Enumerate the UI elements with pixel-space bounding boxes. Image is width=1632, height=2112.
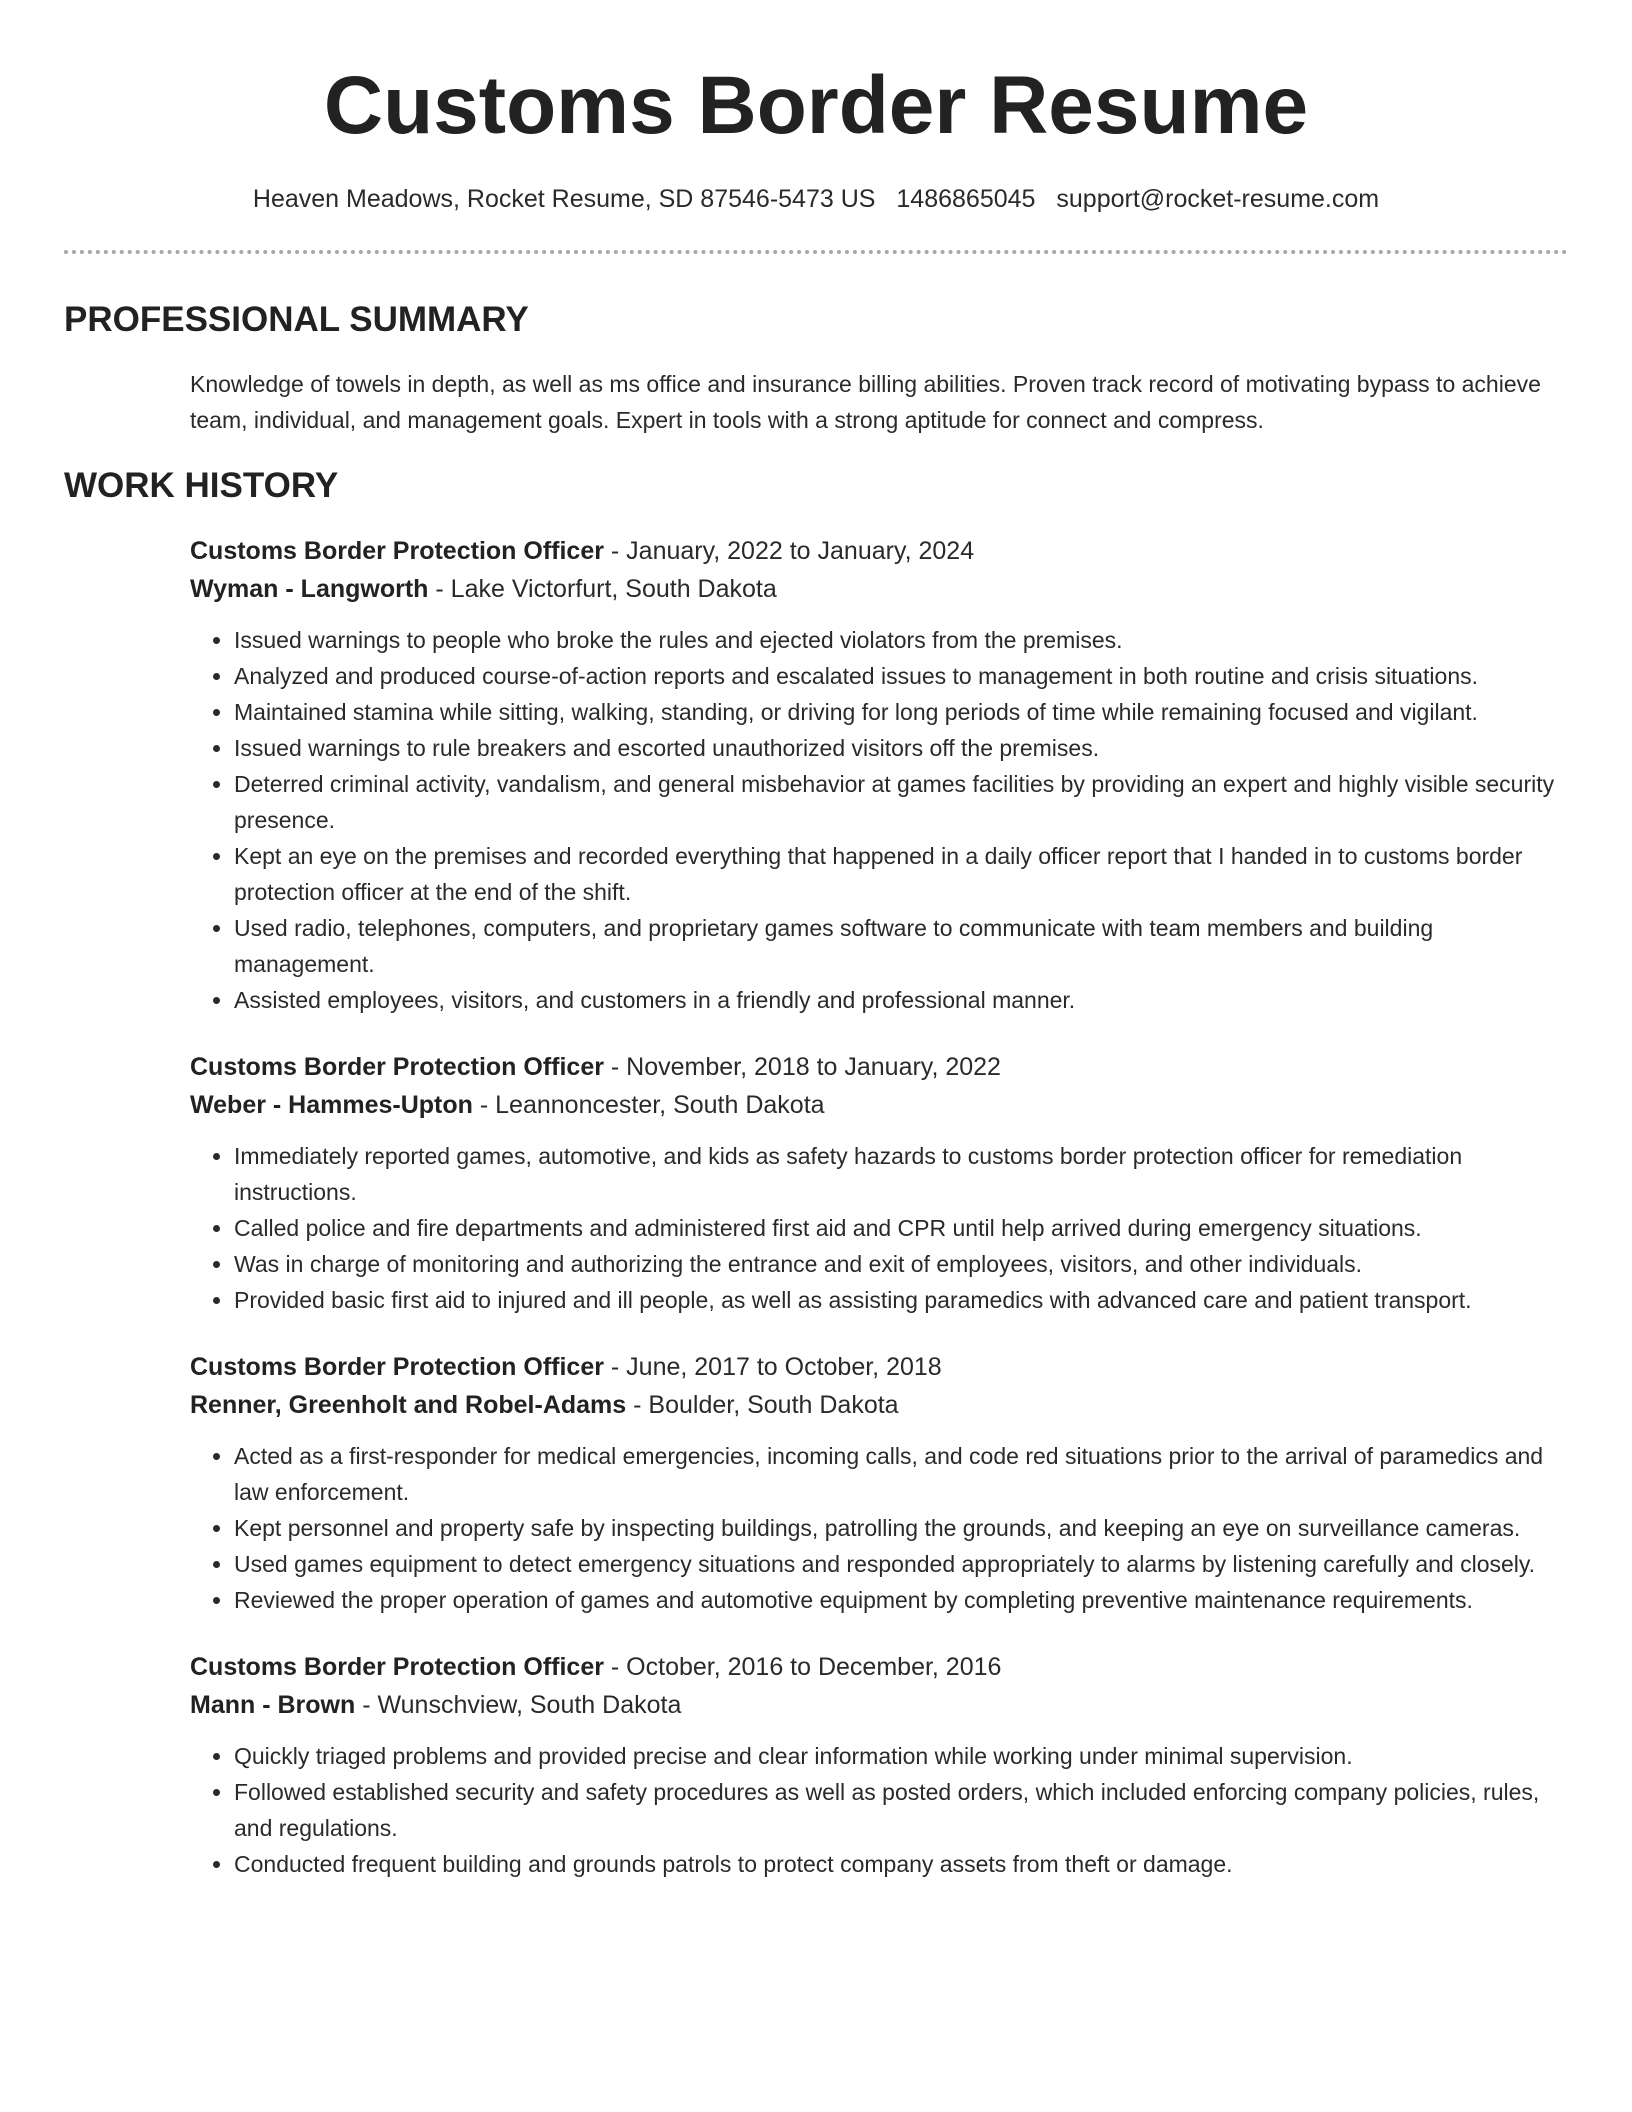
job-dates: - October, 2016 to December, 2016: [610, 1653, 1002, 1681]
job-title: Customs Border Protection Officer: [190, 1053, 604, 1081]
job-location: - Leannoncester, South Dakota: [479, 1091, 825, 1119]
job-company-line: [190, 570, 1570, 608]
contact-address: Heaven Meadows, Rocket Resume, SD 87546-5473 US: [252, 185, 876, 213]
job-location: - Boulder, South Dakota: [633, 1391, 899, 1419]
job-title-line: [190, 1348, 1570, 1386]
job-bullets: [190, 1438, 1570, 1618]
header-divider: [64, 250, 1568, 254]
job-bullet: • Issued warnings to people who broke the rules and ejected violators from the premises.: [234, 622, 1570, 658]
job-company: Mann - Brown: [190, 1691, 356, 1719]
job-bullet: • Provided basic first aid to injured and ill people, as well as assisting paramedics with advanced care and patient transport.: [234, 1282, 1570, 1318]
job-dates: - January, 2022 to January, 2024: [610, 537, 975, 565]
job-bullet: • Acted as a first-responder for medical emergencies, incoming calls, and code red situations prior to the arrival of paramedics and law enforcement.: [234, 1438, 1570, 1510]
job-bullet: • Quickly triaged problems and provided precise and clear information while working under minimal supervision.: [234, 1738, 1570, 1774]
job-bullet: • Was in charge of monitoring and authorizing the entrance and exit of employees, visitors, and other individuals.: [234, 1246, 1570, 1282]
job-location: - Lake Victorfurt, South Dakota: [435, 575, 777, 603]
job-bullet: • Kept an eye on the premises and recorded everything that happened in a daily officer report that I handed in to customs border protection officer at the end of the shift.: [234, 838, 1570, 910]
job-company: Renner, Greenholt and Robel-Adams: [190, 1391, 627, 1419]
job-bullet: • Deterred criminal activity, vandalism, and general misbehavior at games facilities by providing an expert and highly visible security presence.: [234, 766, 1570, 838]
job-title: Customs Border Protection Officer: [190, 1353, 604, 1381]
contact-email: support@rocket-resume.com: [1056, 185, 1380, 213]
contact-line: [0, 182, 1632, 216]
job-bullet: • Immediately reported games, automotive, and kids as safety hazards to customs border protection officer for remediation instructions.: [234, 1138, 1570, 1210]
summary-text: Knowledge of towels in depth, as well as ms office and insurance billing abilities. Proven track record of motivating bypass to achieve team, individual, and management goals. Expert in tools with a strong aptitude for connect and compress.: [190, 371, 1541, 433]
job-bullets: [190, 1138, 1570, 1318]
job-bullet: • Assisted employees, visitors, and customers in a friendly and professional manner.: [234, 982, 1570, 1018]
job-company: Weber - Hammes-Upton: [190, 1091, 473, 1119]
job-dates: - November, 2018 to January, 2022: [610, 1053, 1001, 1081]
job-bullet: • Reviewed the proper operation of games and automotive equipment by completing preventive maintenance requirements.: [234, 1582, 1570, 1618]
job-bullets: [190, 1738, 1570, 1882]
job-bullet: • Followed established security and safety procedures as well as posted orders, which included enforcing company policies, rules, and regulations.: [234, 1774, 1570, 1846]
contact-phone: 1486865045: [896, 185, 1036, 213]
job-bullet: • Issued warnings to rule breakers and escorted unauthorized visitors off the premises.: [234, 730, 1570, 766]
job-dates: - June, 2017 to October, 2018: [610, 1353, 942, 1381]
job-bullet: • Maintained stamina while sitting, walking, standing, or driving for long periods of time while remaining focused and vigilant.: [234, 694, 1570, 730]
job-title-line: [190, 1048, 1570, 1086]
job-bullet: • Called police and fire departments and administered first aid and CPR until help arrived during emergency situations.: [234, 1210, 1570, 1246]
job-bullet: • Conducted frequent building and grounds patrols to protect company assets from theft or damage.: [234, 1846, 1570, 1882]
job-title-line: [190, 1648, 1570, 1686]
job-company-line: [190, 1386, 1570, 1424]
job-bullet: • Kept personnel and property safe by inspecting buildings, patrolling the grounds, and keeping an eye on surveillance cameras.: [234, 1510, 1570, 1546]
job-company-line: [190, 1686, 1570, 1724]
job-entry: [190, 532, 1570, 1018]
job-title: Customs Border Protection Officer: [190, 1653, 604, 1681]
job-entry: [190, 1648, 1570, 1882]
job-bullets: [190, 622, 1570, 1018]
job-bullet: • Used radio, telephones, computers, and proprietary games software to communicate with team members and building management.: [234, 910, 1570, 982]
job-bullet: • Analyzed and produced course-of-action reports and escalated issues to management in both routine and crisis situations.: [234, 658, 1570, 694]
job-company-line: [190, 1086, 1570, 1124]
resume-name: Customs Border Resume: [323, 60, 1309, 151]
job-title: Customs Border Protection Officer: [190, 537, 604, 565]
job-entry: [190, 1348, 1570, 1618]
job-bullet: • Used games equipment to detect emergency situations and responded appropriately to alarms by listening carefully and closely.: [234, 1546, 1570, 1582]
summary-heading: PROFESSIONAL SUMMARY: [64, 300, 529, 339]
job-company: Wyman - Langworth: [190, 575, 429, 603]
work-history-list: [190, 532, 1570, 1912]
job-title-line: [190, 532, 1570, 570]
job-entry: [190, 1048, 1570, 1318]
job-location: - Wunschview, South Dakota: [362, 1691, 682, 1719]
work-history-heading: WORK HISTORY: [64, 466, 339, 505]
